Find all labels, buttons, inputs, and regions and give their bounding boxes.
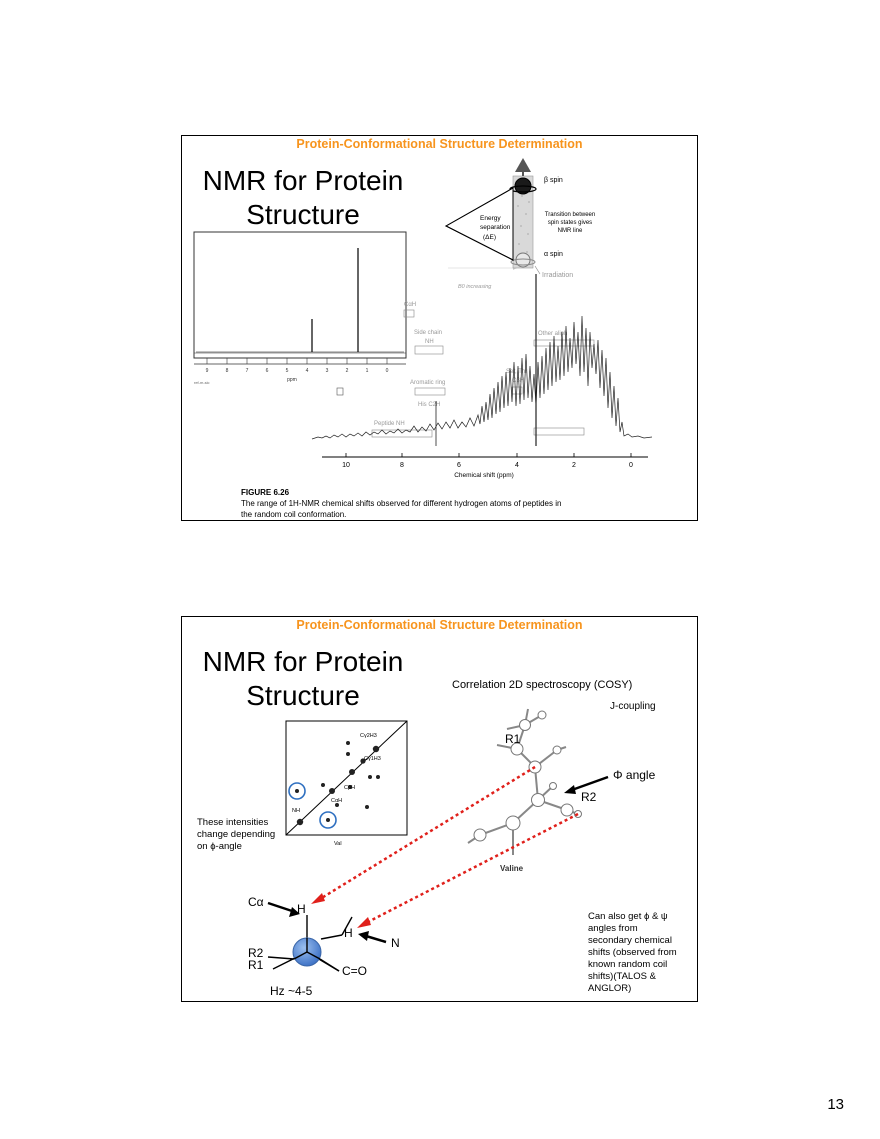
transition-text-1: Transition between: [544, 212, 596, 218]
nh-label: NH: [425, 339, 434, 345]
note-line: change depending: [197, 829, 276, 840]
peptide-nh-label: Peptide NH: [374, 421, 405, 427]
n-arrow: [366, 936, 386, 942]
small-spectrum-tick-marks: [207, 358, 387, 364]
newman-r1: R1: [248, 958, 264, 972]
cosy-val: Val: [334, 841, 342, 847]
title-line-2: Structure: [246, 680, 360, 711]
small-tick-label: 0: [385, 368, 389, 374]
r2-label: R2: [581, 790, 597, 804]
his-label: His C2H: [418, 402, 441, 408]
page-number: 13: [827, 1096, 844, 1113]
note-line: shifts (observed from: [588, 947, 677, 958]
cosy-nh: NH: [292, 808, 300, 814]
valine-label: Valine: [500, 864, 524, 873]
small-tick-label: 1: [365, 368, 369, 374]
cosy-spectrum: [286, 721, 407, 847]
up-arrow-icon: [515, 158, 531, 172]
slide-2: [181, 616, 698, 1002]
small-tick-label: 9: [205, 368, 209, 374]
newman-hz: Hz ~4-5: [270, 984, 313, 998]
cbh-label: CβH: [512, 378, 525, 384]
small-tick-label: 7: [245, 368, 249, 374]
newman-ca: Cα: [248, 895, 264, 909]
title-line-2: Structure: [246, 199, 360, 230]
slide-header: Protein-Conformational Structure Determination: [296, 137, 583, 151]
red-arrow-head-icon: [311, 893, 325, 904]
axis-tick-marks: [346, 453, 631, 457]
note-line: secondary chemical: [588, 935, 672, 946]
axis-tick-label: 2: [572, 462, 576, 469]
slide-1: [181, 135, 698, 521]
note-line: known random coil: [588, 959, 668, 970]
caption-line-1: The range of 1H-NMR chemical shifts observed for different hydrogen atoms of peptides in: [241, 499, 562, 508]
slide-1-figures: [182, 136, 697, 520]
energy-text-2: separation: [480, 224, 511, 231]
newman-h-top: H: [297, 902, 306, 916]
note-line: These intensities: [197, 817, 269, 828]
other-aliph-label: Other aliph: [538, 331, 568, 337]
energy-text-3: (ΔE): [483, 234, 497, 241]
transition-text-2: spin states gives: [547, 220, 593, 226]
ca-arrow: [268, 903, 292, 911]
beta-spin-label: β spin: [544, 177, 563, 184]
axis-label: Chemical shift (ppm): [454, 472, 514, 479]
red-arrow-head-icon: [357, 917, 371, 928]
small-tick-label: 2: [345, 368, 349, 374]
cosy-cg2h3: Cγ2H3: [360, 733, 377, 739]
energy-level-diagram: [446, 158, 595, 290]
caption-line-2: the random coil conformation.: [241, 510, 347, 519]
side-chain-label: Side chain: [414, 330, 443, 336]
cosy-cbh: CβH: [344, 785, 356, 791]
transition-text-3: NMR line: [557, 228, 583, 234]
slide-2-figures: [182, 617, 697, 1001]
aromatic-label: Aromatic ring: [410, 380, 446, 386]
r1-label: R1: [505, 732, 521, 746]
small-nmr-spectrum: [194, 232, 406, 395]
title-line-1: NMR for Protein: [202, 646, 404, 677]
arrow-head-icon: [564, 785, 576, 794]
axis-tick-label: 4: [515, 462, 519, 469]
newman-h-mid: H: [344, 926, 353, 940]
cosy-cg1h3: Cγ1H3: [364, 756, 381, 762]
figure-label: FIGURE 6.26: [241, 488, 290, 497]
small-tick-label: 4: [305, 368, 309, 374]
j-coupling-label: J-coupling: [610, 701, 656, 712]
axis-tick-label: 0: [629, 462, 633, 469]
note-line: ANGLOR): [588, 983, 632, 994]
axis-tick-label: 10: [342, 462, 350, 469]
small-spectrum-frame: [194, 232, 406, 358]
note-line: shifts)(TALOS &: [588, 971, 656, 982]
newman-co: C=O: [342, 964, 368, 978]
small-tick-label: 8: [225, 368, 229, 374]
note-line: Can also get ϕ & ψ: [588, 911, 668, 922]
axis-tick-label: 8: [400, 462, 404, 469]
irradiation-label: Irradiation: [542, 272, 574, 279]
small-tick-label: 5: [285, 368, 289, 374]
alpha-spin-label: α spin: [544, 251, 563, 258]
slide-header: Protein-Conformational Structure Determination: [296, 618, 583, 632]
cah-label: CαH: [404, 302, 417, 308]
small-tick-label: 3: [325, 368, 329, 374]
note-line: on ϕ-angle: [197, 841, 242, 852]
title-line-1: NMR for Protein: [202, 165, 404, 196]
small-tick-label: 6: [265, 368, 269, 374]
small-ppm-label: ppm: [287, 377, 297, 383]
cosy-title: Correlation 2D spectroscopy (COSY): [452, 679, 633, 691]
phi-angle-label: Φ angle: [613, 768, 656, 782]
axis-tick-label: 6: [457, 462, 461, 469]
ser-thr-label: Ser, Thr: [506, 369, 528, 375]
corner-code: ref-m-sic: [194, 380, 210, 385]
newman-projection: [268, 915, 352, 971]
cosy-cah: CαH: [331, 798, 343, 804]
energy-text-1: Energy: [480, 215, 501, 222]
b0-label: B0 increasing: [458, 284, 492, 290]
newman-r2: R2: [248, 946, 264, 960]
newman-n: N: [391, 936, 400, 950]
arrow-head-icon: [358, 931, 369, 941]
note-line: angles from: [588, 923, 638, 934]
